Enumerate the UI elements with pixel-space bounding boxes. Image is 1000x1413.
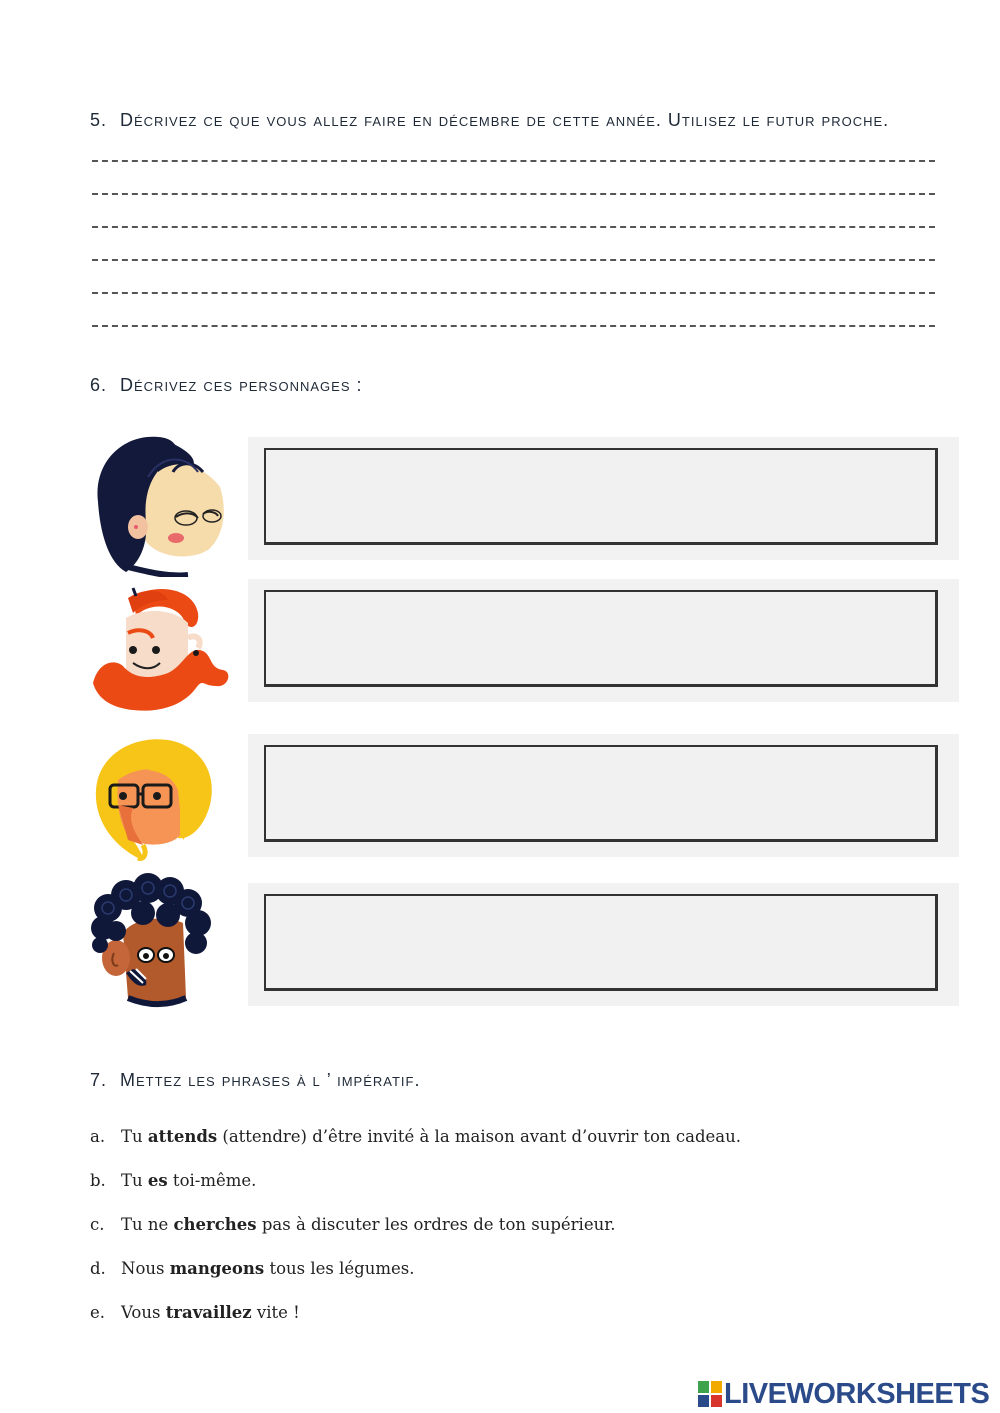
man-red-beard-icon [88, 578, 233, 723]
question-number: 7. [90, 1070, 108, 1090]
description-input[interactable] [264, 590, 938, 687]
answer-line[interactable] [92, 193, 935, 195]
question-text: Mettez les phrases à l ’ impératif. [120, 1070, 421, 1090]
question-6-title [90, 375, 363, 396]
question-text: Décrivez ce que vous allez faire en décembre de cette année. Utilisez le futur proche. [120, 110, 890, 130]
description-input[interactable] [264, 745, 938, 842]
description-card [248, 579, 959, 702]
question-number: 6. [90, 375, 108, 395]
answer-line[interactable] [92, 226, 935, 228]
verb: travaillez [165, 1303, 252, 1322]
question-number: 5. [90, 110, 108, 130]
answer-line[interactable] [92, 259, 935, 261]
verb: cherches [173, 1215, 257, 1234]
sentence-b: b. Tu es toi-même. [90, 1171, 257, 1190]
man-curly-hair-icon [88, 873, 233, 1018]
description-card [248, 883, 959, 1006]
answer-line[interactable] [92, 325, 935, 327]
question-5-title [90, 110, 889, 131]
question-text: Décrivez ces personnages : [120, 375, 363, 395]
liveworksheets-brand [698, 1378, 989, 1410]
liveworksheets-logo-icon [698, 1381, 722, 1407]
verb: es [147, 1171, 168, 1190]
answer-line[interactable] [92, 292, 935, 294]
brand-name: LIVEWORKSHEETS [724, 1377, 990, 1410]
verb: attends [147, 1127, 218, 1146]
sentence-c: c. Tu ne cherches pas à discuter les ordres de ton supérieur. [90, 1215, 616, 1234]
answer-line[interactable] [92, 160, 935, 162]
woman-dark-hair-glasses-icon [88, 432, 233, 577]
verb: mangeons [169, 1259, 265, 1278]
description-input[interactable] [264, 894, 938, 991]
woman-blonde-glasses-icon [88, 730, 233, 875]
sentence-e: e. Vous travaillez vite ! [90, 1303, 300, 1322]
description-card [248, 437, 959, 560]
description-card [248, 734, 959, 857]
sentence-a: a. Tu attends (attendre) d’être invité à la maison avant d’ouvrir ton cadeau. [90, 1127, 741, 1146]
sentence-d: d. Nous mangeons tous les légumes. [90, 1259, 415, 1278]
question-7-title [90, 1070, 420, 1091]
description-input[interactable] [264, 448, 938, 545]
